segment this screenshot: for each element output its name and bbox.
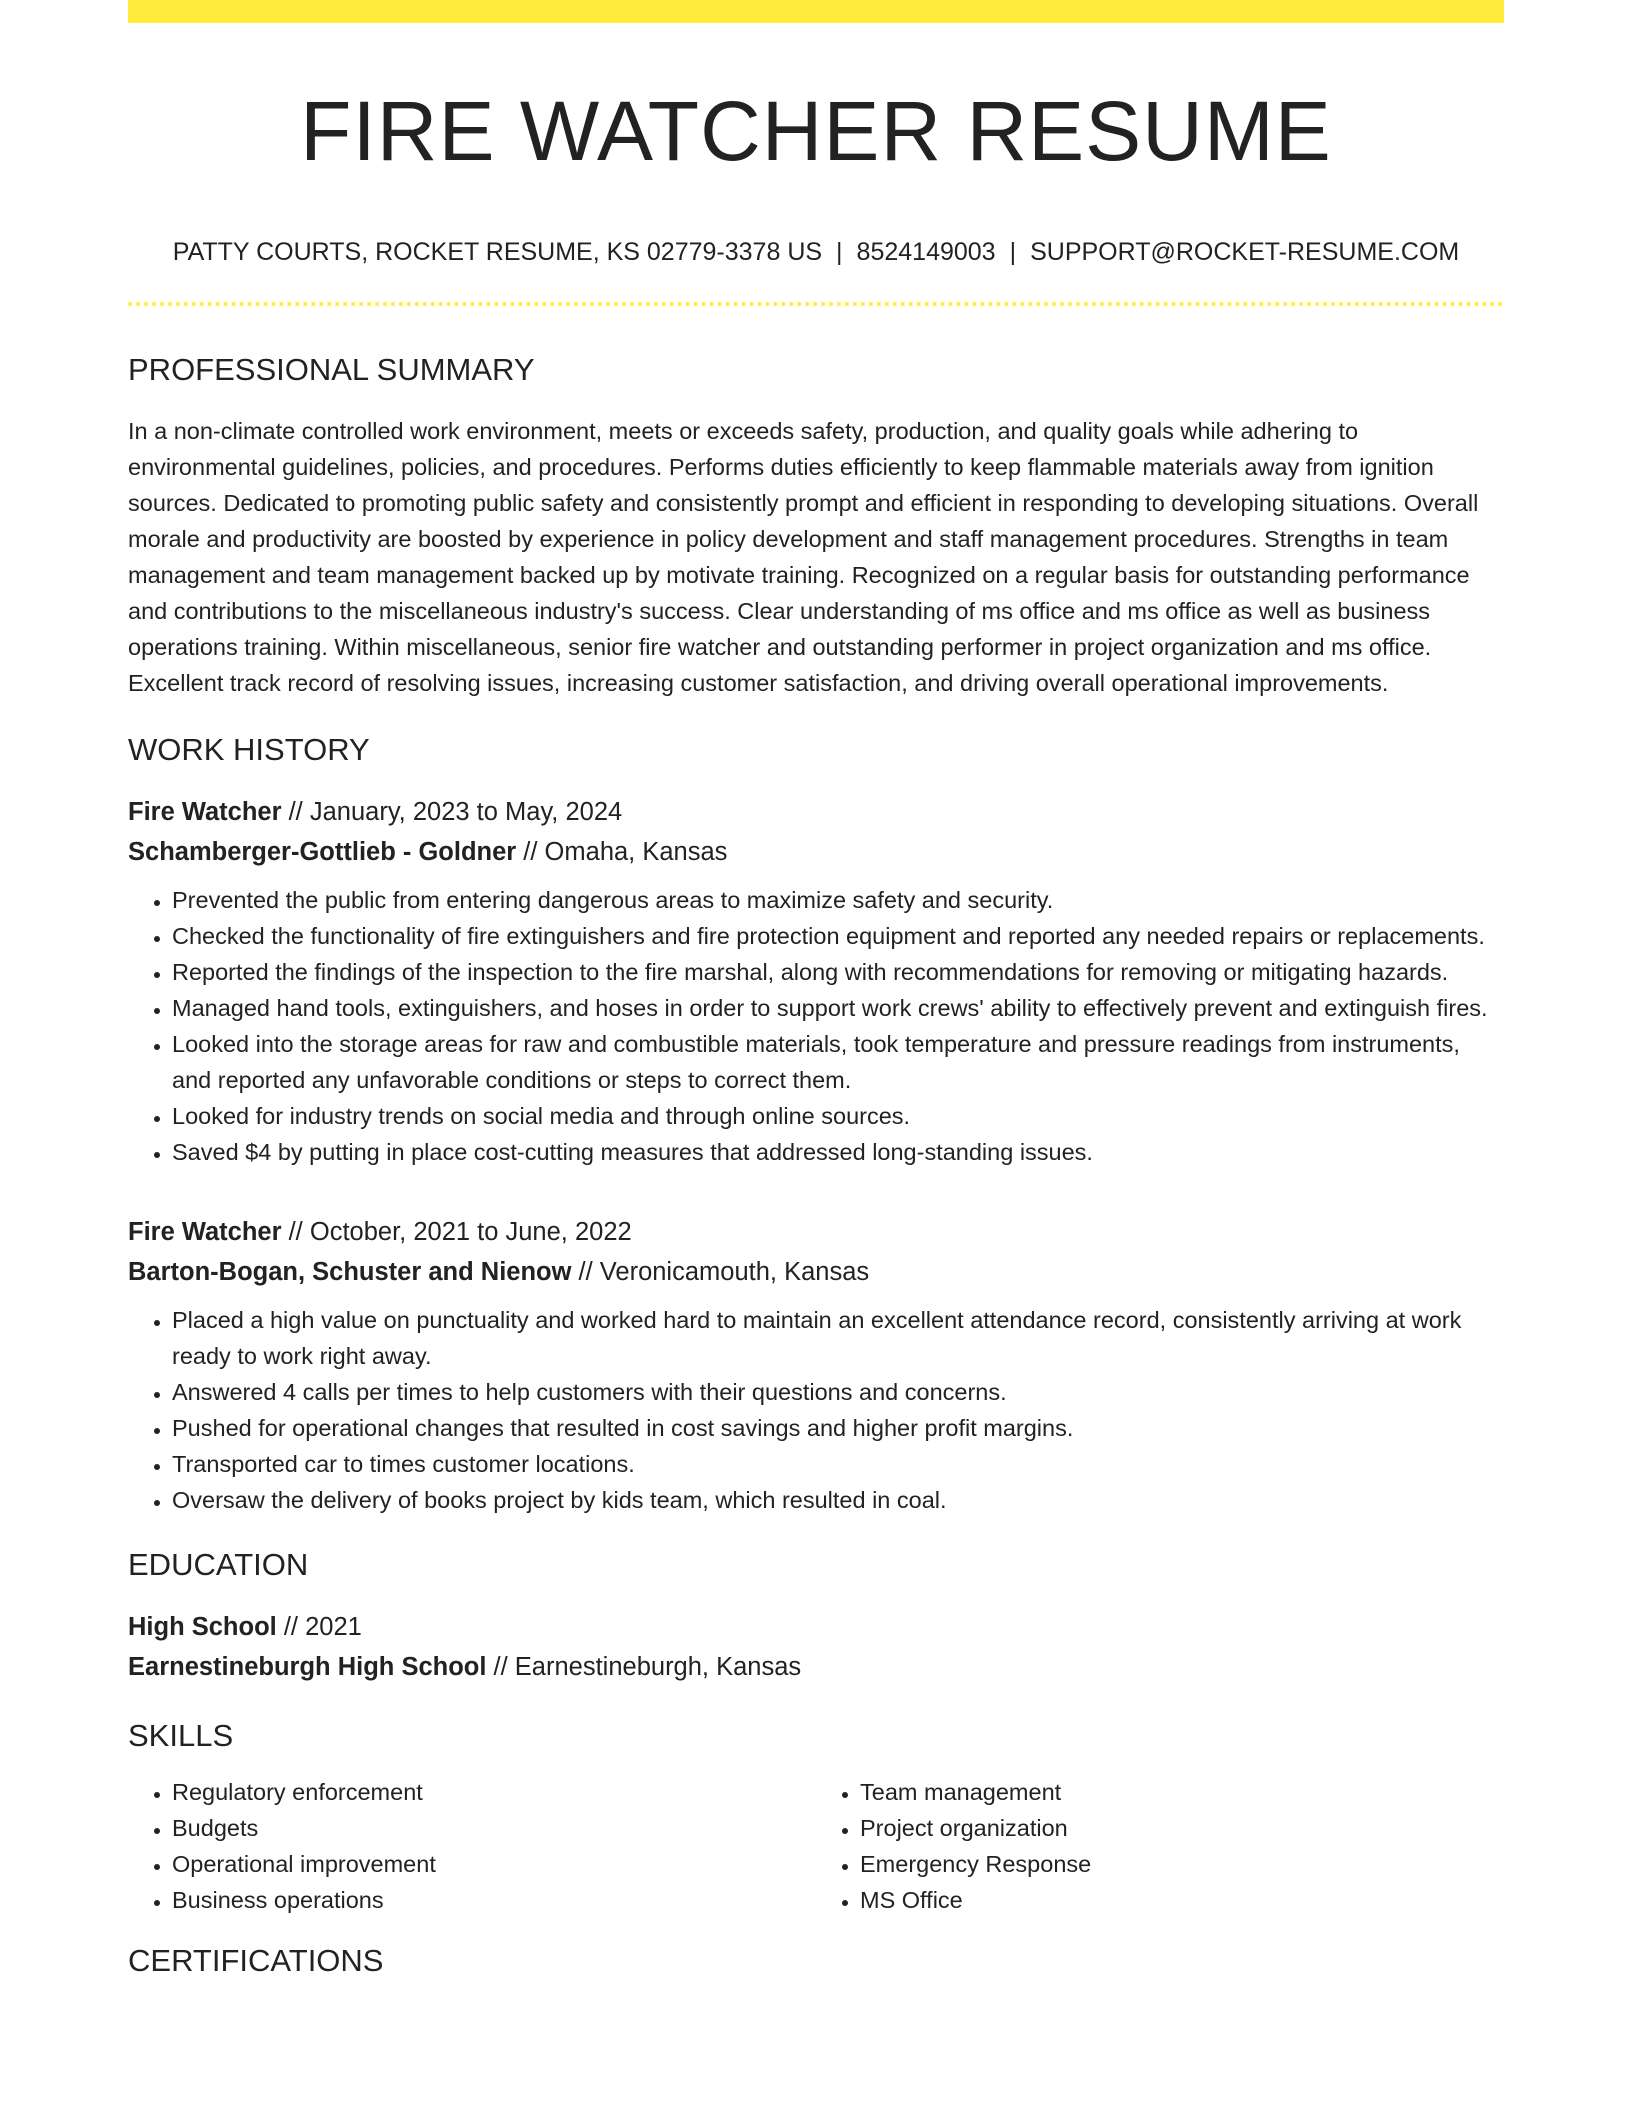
list-item: • Saved $4 by putting in place cost-cutting measures that addressed long-standing issues.: [172, 1134, 1504, 1170]
job-dates: // January, 2023 to May, 2024: [281, 797, 623, 826]
summary-text: In a non-climate controlled work environment, meets or exceeds safety, production, and quality goals while adhering to environmental guidelines, policies, and procedures. Performs duties efficiently to keep flammable materials away from ignition sources. Dedicated to promoting public safety and consistently prompt and efficient in responding to developing situations. Overall morale and productivity are boosted by experience in policy development and staff management procedures. Strengths in team management and team management backed up by motivate training. Recognized on a regular basis for outstanding performance and contributions to the miscellaneous industry's success. Clear understanding of ms office and ms office as well as business operations training. Within miscellaneous, senior fire watcher and outstanding performer in project organization and ms office. Excellent track record of resolving issues, increasing customer satisfaction, and driving overall operational improvements.: [128, 417, 1479, 696]
list-item: • Managed hand tools, extinguishers, and hoses in order to support work crews' ability to effectively prevent and extinguish fires.: [172, 990, 1504, 1026]
job-company-line: [128, 832, 1504, 872]
list-item: • Looked for industry trends on social media and through online sources.: [172, 1098, 1504, 1134]
education-school-line: [128, 1647, 1504, 1687]
job-location: // Veronicamouth, Kansas: [571, 1257, 870, 1286]
job-company-line: [128, 1252, 1504, 1292]
education-school: Earnestineburgh High School: [128, 1652, 487, 1681]
list-item: • Team management: [860, 1774, 1504, 1810]
job-entry: [128, 792, 1504, 1170]
dotted-divider: [128, 302, 1504, 306]
job-title: Fire Watcher: [128, 1217, 282, 1246]
list-item: • Reported the findings of the inspection to the fire marshal, along with recommendations for removing or mitigating hazards.: [172, 954, 1504, 990]
job-entry: [128, 1212, 1504, 1518]
job-title-line: [128, 792, 1504, 832]
list-item: • Looked into the storage areas for raw and combustible materials, took temperature and pressure readings from instruments, and reported any unfavorable conditions or steps to correct them.: [172, 1026, 1504, 1098]
list-item: • Emergency Response: [860, 1846, 1504, 1882]
job-title-line: [128, 1212, 1504, 1252]
resume-title: FIRE WATCHER RESUME: [300, 84, 1332, 178]
top-accent-bar: [128, 0, 1504, 23]
job-company: Schamberger-Gottlieb - Goldner: [128, 837, 517, 866]
skills-list-left: [128, 1774, 816, 1918]
job-company: Barton-Bogan, Schuster and Nienow: [128, 1257, 572, 1286]
contact-separator: |: [836, 238, 843, 267]
contact-email: SUPPORT@ROCKET-RESUME.COM: [1030, 238, 1460, 267]
job-duties-list: [128, 882, 1504, 1170]
education-year: // 2021: [276, 1612, 362, 1641]
skills-heading: SKILLS: [128, 1717, 234, 1753]
list-item: • Prevented the public from entering dangerous areas to maximize safety and security.: [172, 882, 1504, 918]
work-history-heading: WORK HISTORY: [128, 731, 370, 767]
list-item: • Placed a high value on punctuality and worked hard to maintain an excellent attendance record, consistently arriving at work ready to work right away.: [172, 1302, 1504, 1374]
job-duties-list: [128, 1302, 1504, 1518]
education-location: // Earnestineburgh, Kansas: [486, 1652, 802, 1681]
skills-list-right: [816, 1774, 1504, 1918]
certifications-heading: CERTIFICATIONS: [128, 1943, 384, 1979]
education-entry: [128, 1607, 1504, 1687]
list-item: • Business operations: [172, 1882, 816, 1918]
skills-grid: [128, 1774, 1504, 1918]
list-item: • Transported car to times customer locations.: [172, 1446, 1504, 1482]
list-item: • Answered 4 calls per times to help customers with their questions and concerns.: [172, 1374, 1504, 1410]
list-item: • Project organization: [860, 1810, 1504, 1846]
list-item: • Regulatory enforcement: [172, 1774, 816, 1810]
contact-line: [128, 237, 1504, 267]
list-item: • Operational improvement: [172, 1846, 816, 1882]
job-dates: // October, 2021 to June, 2022: [281, 1217, 632, 1246]
summary-heading: PROFESSIONAL SUMMARY: [128, 352, 535, 388]
contact-separator: |: [1009, 238, 1017, 267]
list-item: • MS Office: [860, 1882, 1504, 1918]
resume-page: [128, 0, 1504, 1979]
contact-address: PATTY COURTS, ROCKET RESUME, KS 02779-3378 US: [172, 238, 823, 267]
list-item: • Oversaw the delivery of books project by kids team, which resulted in coal.: [172, 1482, 1504, 1518]
job-title: Fire Watcher: [128, 797, 282, 826]
list-item: • Pushed for operational changes that resulted in cost savings and higher profit margins.: [172, 1410, 1504, 1446]
education-degree: High School: [128, 1612, 277, 1641]
contact-phone: 8524149003: [856, 238, 996, 267]
list-item: • Checked the functionality of fire extinguishers and fire protection equipment and reported any needed repairs or replacements.: [172, 918, 1504, 954]
education-degree-line: [128, 1607, 1504, 1647]
job-location: // Omaha, Kansas: [516, 837, 728, 866]
education-heading: EDUCATION: [128, 1546, 309, 1582]
list-item: • Budgets: [172, 1810, 816, 1846]
